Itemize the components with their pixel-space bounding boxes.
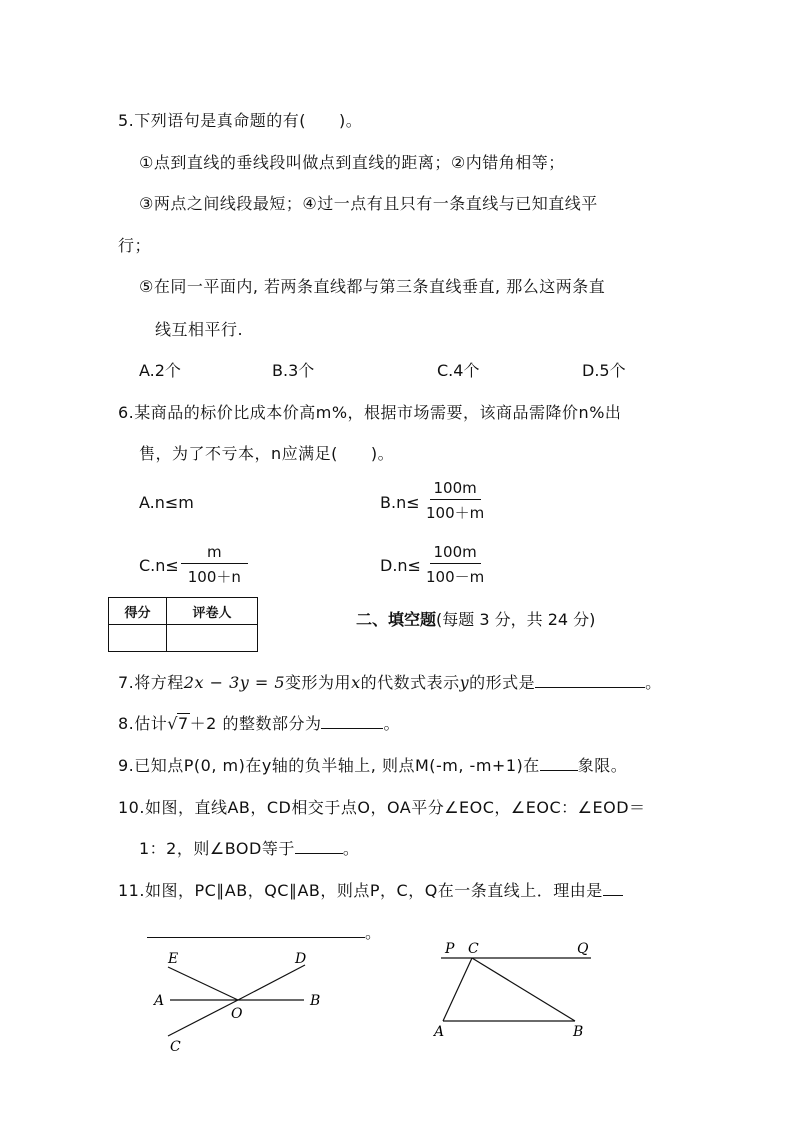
q9-end: 象限。 bbox=[577, 756, 628, 775]
q5-stem: 5.下列语句是真命题的有( )。 bbox=[118, 111, 363, 130]
fraction-numerator: 100m bbox=[430, 479, 481, 500]
q5-statement-3-4: ③两点之间线段最短；④过一点有且只有一条直线与已知直线平 bbox=[139, 194, 598, 213]
q8-post: ＋2 的整数部分为 bbox=[189, 714, 322, 733]
q10-line1: 10.如图，直线AB，CD相交于点O，OA平分∠EOC，∠EOC：∠EOD＝ bbox=[118, 798, 646, 817]
q11-text: 11.如图，PC∥AB，QC∥AB，则点P，C，Q在一条直线上．理由是 bbox=[118, 881, 603, 900]
q7-post: 的形式是 bbox=[469, 673, 536, 692]
figure-triangle-parallel bbox=[425, 935, 605, 1045]
q7-mid1: 变形为用 bbox=[285, 673, 352, 692]
grader-cell[interactable] bbox=[167, 625, 258, 652]
q8-answer-blank[interactable] bbox=[321, 714, 383, 729]
fraction-numerator: 100m bbox=[430, 543, 481, 564]
q9-text: 9.已知点P(0, m)在y轴的负半轴上, 则点M(-m, -m+1)在 bbox=[118, 756, 540, 775]
q6-option-b-label: B.n≤ bbox=[380, 493, 420, 512]
fraction-numerator: m bbox=[181, 543, 248, 564]
sqrt-sign: √ bbox=[167, 714, 178, 733]
q8-pre: 8.估计 bbox=[118, 714, 168, 733]
label-d: D bbox=[295, 951, 307, 967]
label-b: B bbox=[310, 993, 321, 1009]
q5-option-c: C.4个 bbox=[437, 361, 480, 380]
q7-pre: 7.将方程 bbox=[118, 673, 184, 692]
label-e: E bbox=[168, 951, 179, 967]
q5-option-b: B.3个 bbox=[272, 361, 315, 380]
figure-intersecting-lines bbox=[140, 945, 330, 1055]
fraction-denominator: 100＋m bbox=[426, 504, 485, 522]
q7-answer-blank[interactable] bbox=[535, 673, 645, 688]
q11-line2 bbox=[147, 920, 382, 943]
q10-text: 1：2，则∠BOD等于 bbox=[139, 839, 295, 858]
label-b: B bbox=[573, 1024, 584, 1040]
q6-option-a: A.n≤m bbox=[139, 493, 194, 512]
segment-ca bbox=[443, 958, 472, 1021]
label-q: Q bbox=[577, 941, 589, 957]
score-table bbox=[108, 597, 258, 652]
section-heading bbox=[356, 607, 595, 630]
fraction-denominator: 100＋n bbox=[187, 568, 241, 586]
q6-option-c-fraction bbox=[181, 543, 248, 587]
q7 bbox=[118, 670, 662, 693]
q5-statement-4-cont: 行； bbox=[118, 236, 152, 255]
ray-od bbox=[238, 965, 305, 1000]
q5-statement-5-cont: 线互相平行. bbox=[155, 320, 244, 339]
q9-answer-blank[interactable] bbox=[540, 756, 578, 771]
score-header: 得分 bbox=[109, 598, 167, 625]
ray-oc bbox=[168, 1000, 238, 1036]
q11-line1 bbox=[118, 878, 623, 901]
q7-end: 。 bbox=[645, 673, 662, 692]
label-p: P bbox=[445, 941, 455, 957]
q5-statement-1-2: ①点到直线的垂线段叫做点到直线的距离；②内错角相等； bbox=[139, 153, 565, 172]
q7-equation: 2x − 3y = 5 bbox=[183, 673, 286, 692]
label-c: C bbox=[468, 941, 479, 957]
q10-end: 。 bbox=[342, 839, 360, 858]
label-c: C bbox=[170, 1039, 181, 1055]
q8-end: 。 bbox=[383, 714, 400, 733]
q6-stem: 6.某商品的标价比成本价高m%，根据市场需要，该商品需降价n%出 bbox=[118, 403, 622, 422]
label-o: O bbox=[231, 1006, 243, 1022]
grader-header: 评卷人 bbox=[167, 598, 258, 625]
q10-answer-blank[interactable] bbox=[295, 839, 343, 854]
q7-var-x: x bbox=[351, 673, 361, 692]
label-a: A bbox=[434, 1024, 445, 1040]
q8-radicand: 7 bbox=[177, 714, 189, 733]
q5-option-d: D.5个 bbox=[582, 361, 626, 380]
q6-option-d-label: D.n≤ bbox=[380, 556, 421, 575]
section-note: (每题 3 分，共 24 分) bbox=[436, 610, 596, 629]
section-title: 二、填空题 bbox=[356, 610, 437, 629]
segment-cb bbox=[472, 958, 575, 1021]
ray-oe bbox=[168, 967, 238, 1000]
q6-option-b-fraction bbox=[422, 479, 488, 523]
q8 bbox=[118, 711, 400, 734]
q6-stem-cont: 售，为了不亏本，n应满足( )。 bbox=[139, 444, 395, 463]
q5-statement-5: ⑤在同一平面内, 若两条直线都与第三条直线垂直, 那么这两条直 bbox=[139, 277, 606, 296]
label-a: A bbox=[154, 993, 165, 1009]
q11-answer-blank-start[interactable] bbox=[603, 881, 623, 896]
q5-option-a: A.2个 bbox=[139, 361, 181, 380]
q10-line2 bbox=[139, 836, 359, 859]
score-cell[interactable] bbox=[109, 625, 167, 652]
q7-var-y: y bbox=[459, 673, 470, 692]
q9 bbox=[118, 753, 627, 776]
q11-answer-blank[interactable] bbox=[147, 923, 365, 938]
q11-end: 。 bbox=[365, 923, 382, 942]
q6-option-c-label: C.n≤ bbox=[139, 556, 179, 575]
q7-mid2: 的代数式表示 bbox=[360, 673, 460, 692]
fraction-denominator: 100－m bbox=[426, 568, 485, 586]
q6-option-d-fraction bbox=[422, 543, 488, 587]
